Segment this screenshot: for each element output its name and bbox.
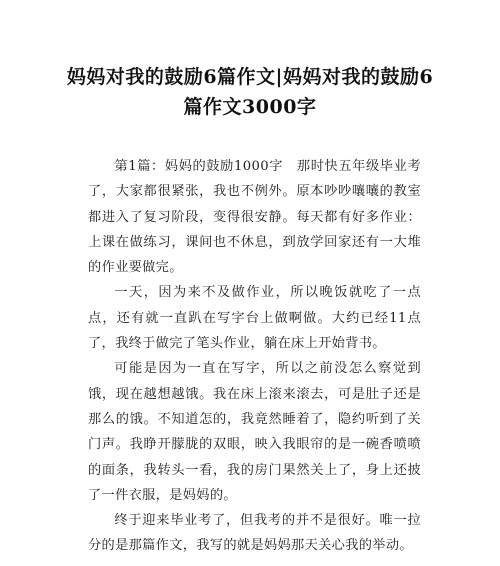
paragraph-1: 第1篇：妈妈的鼓励1000字 那时快五年级毕业考了，大家都很紧张，我也不例外。原本吵吵嚷嚷的教室都进入了复习阶段，变得很安静。每天都有好多作业：上课在做练习，课间也不休息，到放学回家还有一大堆的作业要做完。 (88, 159, 421, 276)
article-body (88, 154, 421, 559)
paragraph-4: 终于迎来毕业考了，但我考的并不是很好。唯一拉分的是那篇作文，我写的就是妈妈那天关心我的举动。 (88, 513, 421, 554)
paragraph-2: 一天，因为来不及做作业，所以晚饭就吃了一点点，还有就一直趴在写字台上做啊做。大约已经11点了，我终于做完了笔头作业，躺在床上开始背书。 (88, 285, 421, 352)
paragraph-3: 可能是因为一直在写字，所以之前没怎么察觉到饿，现在越想越饿。我在床上滚来滚去，可是肚子还是那么的饿。不知道怎的，我竟然睡着了，隐约听到了关门声。我睁开朦胧的双眼，映入我眼帘的是一碗香喷喷的面条，我转头一看，我的房门果然关上了，身上还披了一件衣服，是妈妈的。 (88, 361, 421, 503)
document-title: 妈妈对我的鼓励6篇作文|妈妈对我的鼓励6篇作文3000字 (66, 66, 434, 118)
